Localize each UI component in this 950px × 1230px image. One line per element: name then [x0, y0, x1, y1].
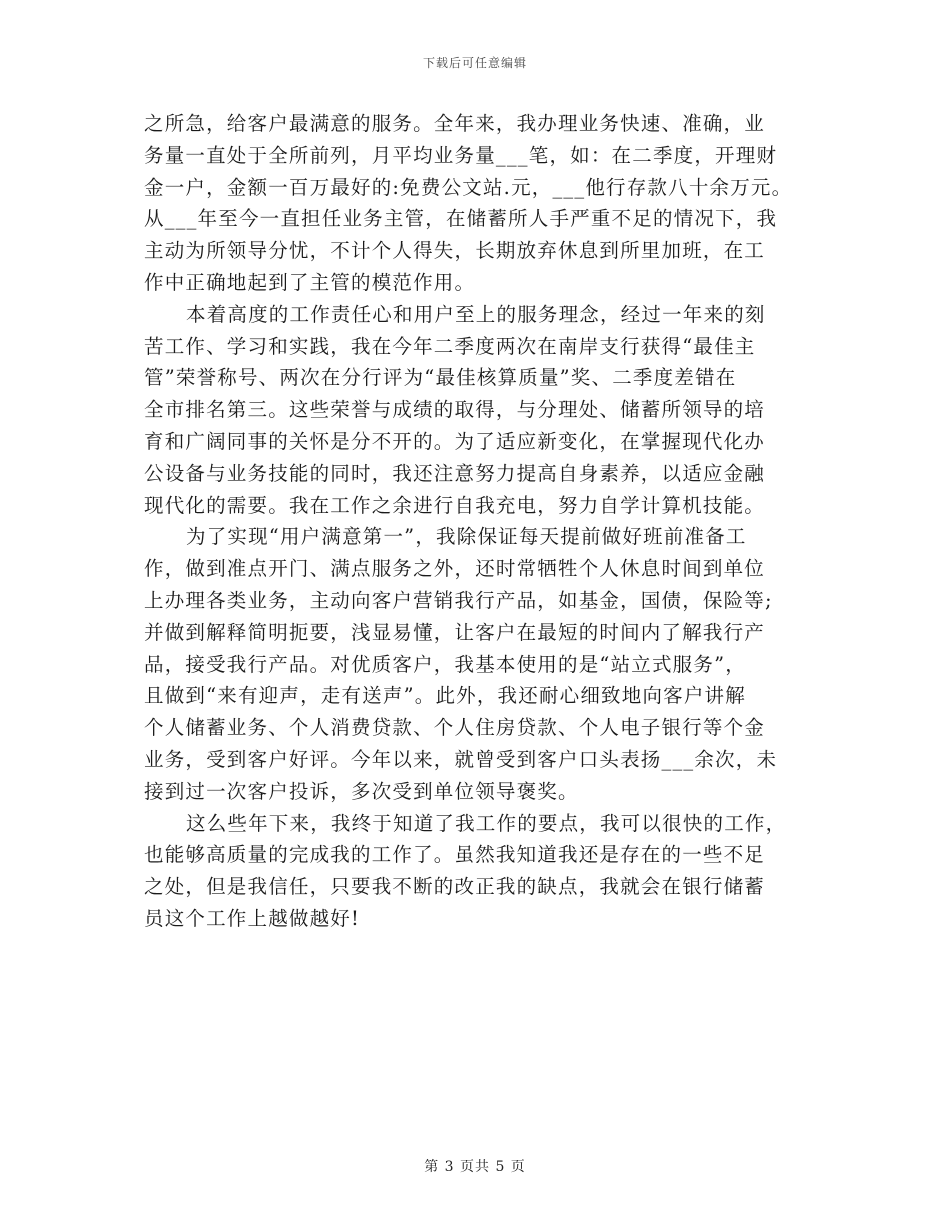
body-line: 从___年至今一直担任业务主管，在储蓄所人手严重不足的情况下，我	[144, 207, 778, 231]
body-line: 全市排名第三。这些荣誉与成绩的取得，与分理处、储蓄所领导的培	[144, 398, 766, 422]
body-line: 作中正确地起到了主管的模范作用。	[144, 270, 476, 294]
body-line: 并做到解释简明扼要，浅显易懂，让客户在最短的时间内了解我行产	[144, 620, 766, 644]
page-number: 第 3 页共 5 页	[424, 1159, 526, 1175]
body-line: 本着高度的工作责任心和用户至上的服务理念，经过一年来的刻	[186, 302, 766, 326]
body-line: 个人储蓄业务、个人消费贷款、个人住房贷款、个人电子银行等个金	[144, 716, 766, 740]
body-line: 员这个工作上越做越好!	[144, 906, 361, 930]
body-line: 上办理各类业务，主动向客户营销我行产品，如基金，国债，保险等;	[144, 588, 773, 612]
body-line: 公设备与业务技能的同时，我还注意努力提高自身素养，以适应金融	[144, 461, 766, 485]
body-line: 为了实现“用户满意第一”，我除保证每天提前做好班前准备工	[186, 525, 747, 549]
body-line: 现代化的需要。我在工作之余进行自我充电，努力自学计算机技能。	[144, 493, 766, 517]
body-line: 业务，受到客户好评。今年以来，就曾受到客户口头表扬___余次，未	[144, 747, 778, 771]
page-header: 下载后可任意编辑	[422, 56, 527, 70]
body-line: 这么些年下来，我终于知道了我工作的要点，我可以很快的工作，	[186, 811, 787, 835]
body-line: 之所急，给客户最满意的服务。全年来，我办理业务快速、准确，业	[144, 112, 766, 135]
body-line: 务量一直处于全所前列，月平均业务量___笔，如：在二季度，开理财	[144, 143, 778, 167]
body-line: 品，接受我行产品。对优质客户，我基本使用的是“站立式服务”，	[144, 652, 746, 676]
body-line: 作，做到准点开门、满点服务之外，还时常牺牲个人休息时间到单位	[144, 557, 766, 581]
body-line: 接到过一次客户投诉，多次受到单位领导褒奖。	[144, 779, 579, 803]
body-line: 也能够高质量的完成我的工作了。虽然我知道我还是存在的一些不足	[144, 843, 766, 867]
body-line: 育和广阔同事的关怀是分不开的。为了适应新变化，在掌握现代化办	[144, 429, 766, 453]
body-line: 主动为所领导分忧，不计个人得失，长期放弃休息到所里加班，在工	[144, 239, 766, 263]
body-line: 金一户，金额一百万最好的:免费公文站.元，___他行存款八十余万元。	[144, 175, 793, 199]
body-line: 且做到“来有迎声，走有送声”。此外，我还耐心细致地向客户讲解	[144, 684, 746, 708]
body-line: 苦工作、学习和实践，我在今年二季度两次在南岸支行获得“最佳主	[144, 334, 756, 358]
body-line: 之处，但是我信任，只要我不断的改正我的缺点，我就会在银行储蓄	[144, 875, 766, 899]
body-line: 管”荣誉称号、两次在分行评为“最佳核算质量”奖、二季度差错在	[144, 366, 737, 390]
document-body	[144, 108, 824, 935]
